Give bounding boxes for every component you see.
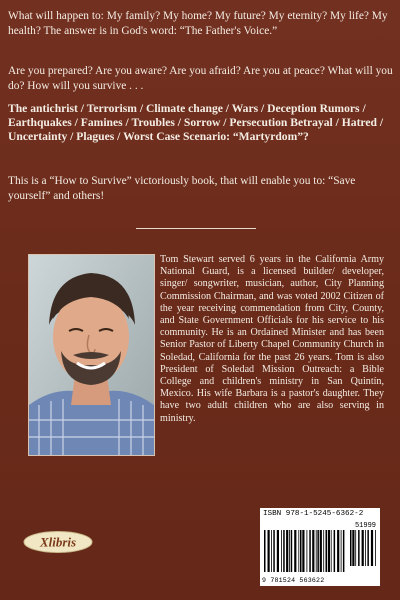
ean-barcode-bars (264, 530, 348, 572)
barcode-bar (302, 530, 304, 572)
barcode-bar (358, 530, 360, 566)
barcode-bar (328, 530, 330, 572)
author-portrait-image (29, 255, 154, 455)
section-divider (136, 228, 256, 229)
barcode-bar (317, 530, 319, 572)
price-code: 51999 (354, 522, 376, 530)
questions-prepared-text: Are you prepared? Are you aware? Are you afraid? Are you at peace? What will you do? How will you survive . . . (8, 65, 393, 92)
barcode-digits: 9 781524 563622 (262, 577, 325, 584)
barcode-bar (298, 530, 299, 572)
barcode-bar (281, 530, 282, 572)
barcode-bar (289, 530, 290, 572)
barcode-bar (316, 530, 317, 572)
barcode-bar (286, 530, 288, 572)
barcode-bar (334, 530, 336, 572)
barcode-bar (341, 530, 342, 572)
price-barcode-bars (350, 530, 378, 566)
barcode-bar (312, 530, 314, 572)
barcode-bar (367, 530, 369, 566)
barcode-bar (277, 530, 279, 572)
isbn-label: ISBN 978-1-5245-6362-2 (263, 510, 364, 518)
barcode-bar (343, 530, 345, 572)
publisher-logo (22, 530, 94, 554)
barcode-bar (326, 530, 328, 572)
barcode-bar (283, 530, 285, 572)
barcode-bar (337, 530, 339, 572)
barcode-bar (264, 530, 266, 572)
barcode-bar (300, 530, 302, 572)
barcode-bar (371, 530, 373, 566)
how-to-survive-text: This is a “How to Survive” victoriously book, that will enable you to: “Save yourself” and others! (8, 175, 356, 202)
barcode-bar (352, 530, 354, 566)
barcode-bar (307, 530, 308, 572)
publisher-name: Xlibris (39, 534, 77, 550)
threats-list-text: The antichrist / Terrorism / Climate change / Wars / Deception Rumors / Earthquakes / Famines / Troubles / Sorrow / Persecution Betrayal / Hatred / Uncertainty / Plagues / Worst Case Scenario: “Martyrdom”? (8, 102, 384, 143)
barcode-bar (291, 530, 293, 572)
barcode-bar (375, 530, 376, 566)
barcode-bar (271, 530, 272, 572)
author-bio: Tom Stewart served 6 years in the California Army National Guard, is a licensed builder/ developer, singer/ songwriter, musician, author, City Planning Commission Chairman, and was voted 2002 Citizen of the year receiving commendation from City, County, and State Government Officials for his service to his community. He is an Ordained Minister and has been Senior Pastor of Liberty Chapel Community Church in Soledad, California for the past 26 years. Tom is also President of Soledad Mission Outreach: a Bible College and children's ministry in San Quintín, Mexico. His wife Barbara is a pastor's daughter. They have two adult children who are also serving in ministry. (160, 254, 384, 424)
barcode-bar (320, 530, 322, 572)
barcode-bar (350, 530, 352, 566)
barcode-bar (331, 530, 332, 572)
barcode-bar (268, 530, 270, 572)
barcode-bar (273, 530, 275, 572)
barcode-bar (323, 530, 324, 572)
barcode-bar (355, 530, 356, 566)
barcode-bar (309, 530, 311, 572)
isbn-barcode (260, 508, 380, 586)
author-photo (28, 254, 155, 456)
questions-family-text: What will happen to: My family? My home? My future? My eternity? My life? My health? The answer is in God's word: “The Father's Voice.” (8, 10, 388, 37)
barcode-bar (294, 530, 296, 572)
barcode-bar (362, 530, 364, 566)
barcode-bar (365, 530, 366, 566)
